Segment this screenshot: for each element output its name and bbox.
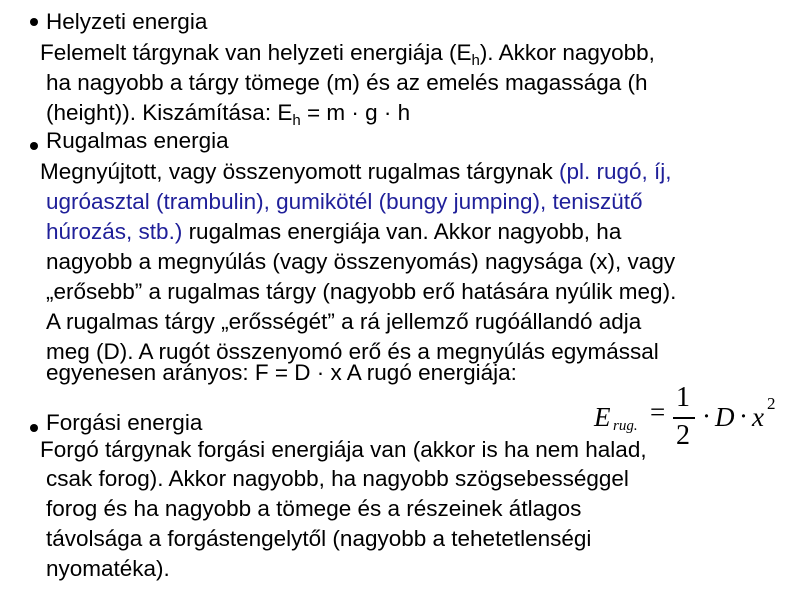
text-line: egyenesen arányos: F = D · x A rugó energiája: bbox=[46, 360, 517, 385]
bullet-2 bbox=[30, 142, 38, 150]
text-line: A rugalmas tárgy „erősségét” a rá jellemző rugóállandó adja bbox=[46, 309, 642, 334]
text-line: nyomatéka). bbox=[46, 556, 170, 581]
text-line: forog és ha nagyobb a tömege és a részeinek átlagos bbox=[46, 496, 582, 521]
bullet-1 bbox=[30, 18, 38, 26]
formula-dot-2: · bbox=[739, 401, 748, 431]
text-line: Felemelt tárgynak van helyzeti energiája $(E_h)$. Akkor nagyobb, bbox=[40, 40, 655, 69]
formula-x: x bbox=[752, 402, 764, 432]
text-line: nagyobb a megnyúlás (vagy összenyomás) nagysága (x), vagy bbox=[46, 249, 676, 274]
formula-d: D bbox=[715, 402, 735, 432]
heading-rugalmas: Rugalmas energia bbox=[46, 128, 229, 153]
text-line: csak forog). Akkor nagyobb, ha nagyobb szögsebességgel bbox=[46, 466, 629, 491]
formula-exponent: 2 bbox=[767, 394, 776, 413]
text-line: ugróasztal (trambulin), gumikötél (bungy jumping), teniszütő bbox=[46, 189, 643, 214]
text-line: ha nagyobb a tárgy tömege (m) és az emelés magassága (h bbox=[46, 70, 648, 95]
bullet-3 bbox=[30, 424, 38, 432]
text-line: Megnyújtott, vagy összenyomott rugalmas tárgynak (pl. rugó, íj, bbox=[40, 159, 672, 184]
formula-numerator: 1 bbox=[676, 382, 690, 413]
text-line: Forgó tárgynak forgási energiája van (akkor is ha nem halad, bbox=[40, 437, 647, 462]
text-line: (height)). Kiszámítása: $E_h = m \cdot g \cdot h$ bbox=[46, 100, 411, 129]
text-line: meg (D). A rugót összenyomó erő és a megnyúlás egymással bbox=[46, 339, 659, 364]
fraction-bar bbox=[673, 417, 695, 419]
formula-denominator: 2 bbox=[676, 420, 690, 451]
spring-energy-formula bbox=[594, 382, 784, 452]
text-line: húrozás, stb.) rugalmas energiája van. Akkor nagyobb, ha bbox=[46, 219, 622, 244]
heading-helyzeti: Helyzeti energia bbox=[46, 9, 208, 34]
formula-symbol-e: E bbox=[594, 402, 611, 432]
formula-dot-1: · bbox=[702, 401, 711, 431]
text-line: „erősebb” a rugalmas tárgy (nagyobb erő hatására nyúlik meg). bbox=[46, 279, 677, 304]
formula-subscript: rug. bbox=[613, 418, 638, 434]
heading-forgasi: Forgási energia bbox=[46, 410, 203, 435]
text-line: távolsága a forgástengelytől (nagyobb a tehetetlenségi bbox=[46, 526, 592, 551]
formula-equals: = bbox=[650, 397, 666, 427]
